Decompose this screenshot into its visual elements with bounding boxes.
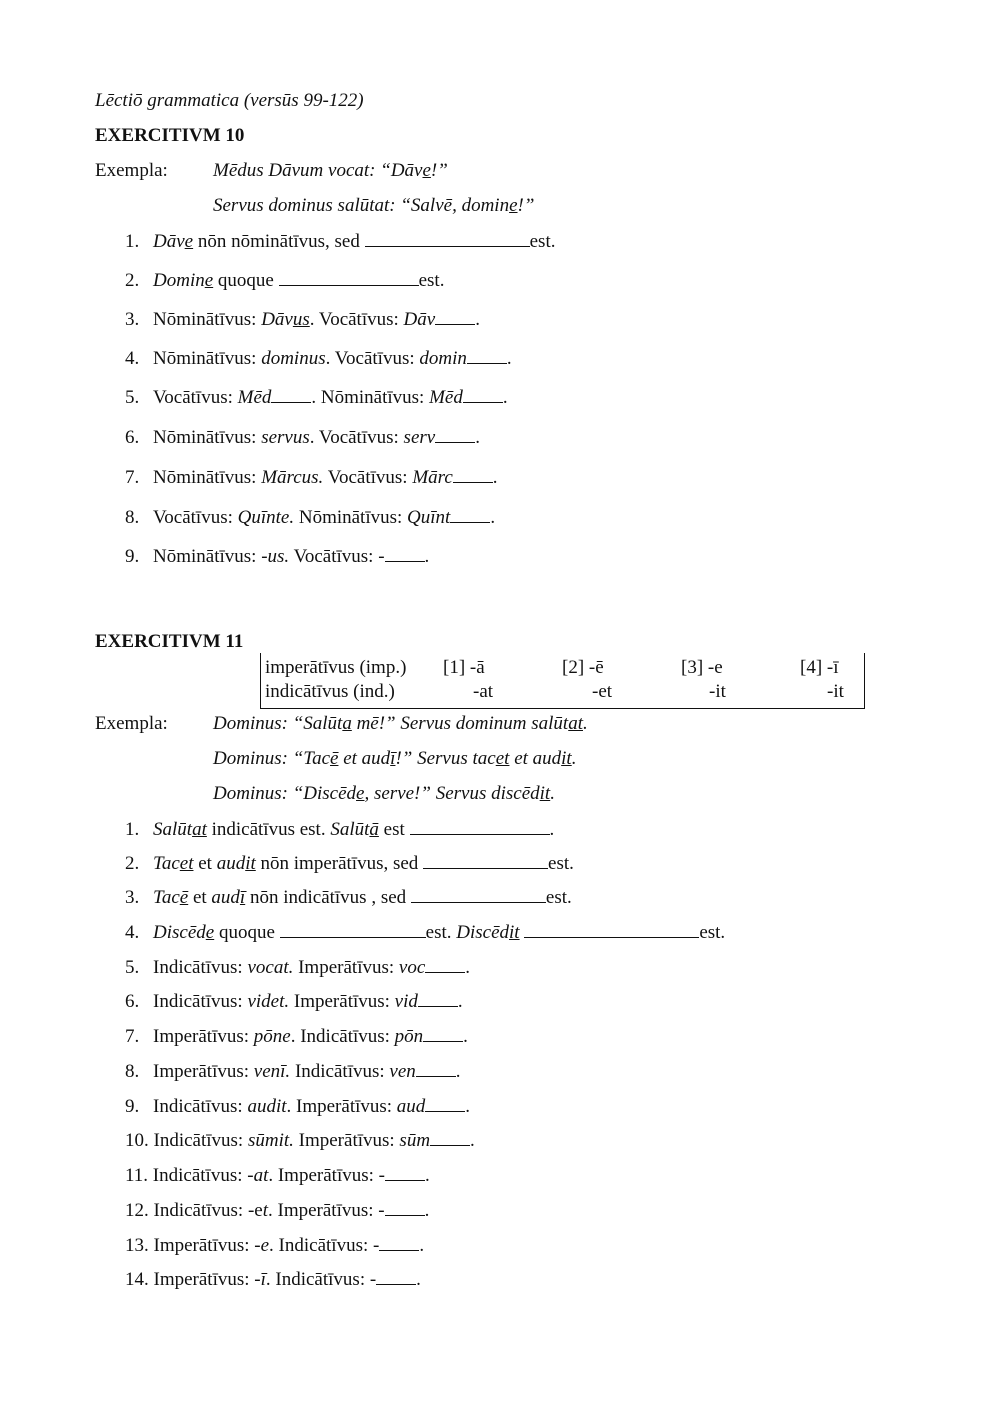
exercise-item: 9. Nōminātīvus: -us. Vocātīvus: - .	[125, 546, 430, 567]
example-line: Dominus: “Tacē et audī!” Servus tacet et audit.	[213, 748, 577, 769]
table-cell: [2] -ē	[562, 657, 604, 678]
answer-blank[interactable]	[430, 1129, 470, 1146]
table-cell: -et	[592, 681, 613, 702]
table-cell: [1] -ā	[443, 657, 485, 678]
page-title: Lēctiō grammatica (versūs 99-122)	[95, 90, 364, 111]
example-line: Dominus: “Salūta mē!” Servus dominum salūtat.	[213, 713, 588, 734]
exercise-item: 1. Salūtat indicātīvus est. Salūtā est .	[125, 819, 555, 840]
answer-blank[interactable]	[365, 230, 530, 247]
example-line: Dominus: “Discēde, serve!” Servus discēdit.	[213, 783, 555, 804]
answer-blank[interactable]	[376, 1268, 416, 1285]
answer-blank[interactable]	[435, 308, 475, 325]
exercise-item: 3. Nōminātīvus: Dāvus. Vocātīvus: Dāv .	[125, 309, 480, 330]
answer-blank[interactable]	[467, 347, 507, 364]
exercise-item: 3. Tacē et audī nōn indicātīvus , sed est.	[125, 887, 572, 908]
example-line: Servus dominus salūtat: “Salvē, domine!”	[213, 195, 535, 216]
answer-blank[interactable]	[279, 269, 419, 286]
exercise-item: 10. Indicātīvus: sūmit. Imperātīvus: sūm .	[125, 1130, 475, 1151]
exempla-label: Exempla:	[95, 160, 168, 181]
table-cell: -it	[827, 681, 844, 702]
exempla-label: Exempla:	[95, 713, 168, 734]
exercise-10-heading: EXERCITIVM 10	[95, 125, 245, 146]
answer-blank[interactable]	[280, 921, 426, 938]
answer-blank[interactable]	[463, 386, 503, 403]
exercise-item: 9. Indicātīvus: audit. Imperātīvus: aud .	[125, 1096, 471, 1117]
answer-blank[interactable]	[524, 921, 699, 938]
exercise-item: 4. Discēde quoque est. Discēdit est.	[125, 922, 726, 943]
exercise-item: 7. Imperātīvus: pōne. Indicātīvus: pōn .	[125, 1026, 468, 1047]
answer-blank[interactable]	[271, 386, 311, 403]
answer-blank[interactable]	[435, 426, 475, 443]
table-cell: [3] -e	[681, 657, 723, 678]
answer-blank[interactable]	[425, 956, 465, 973]
example-line: Mēdus Dāvum vocat: “Dāve!”	[213, 160, 448, 181]
exercise-item: 1. Dāve nōn nōminātīvus, sed est.	[125, 231, 556, 252]
table-cell: -at	[473, 681, 494, 702]
answer-blank[interactable]	[453, 466, 493, 483]
answer-blank[interactable]	[450, 506, 490, 523]
table-cell: -it	[709, 681, 726, 702]
exercise-item: 2. Domine quoque est.	[125, 270, 445, 291]
table-cell: [4] -ī	[800, 657, 839, 678]
exercise-item: 14. Imperātīvus: -ī. Indicātīvus: - .	[125, 1269, 421, 1290]
answer-blank[interactable]	[410, 818, 550, 835]
exercise-item: 13. Imperātīvus: -e. Indicātīvus: - .	[125, 1235, 425, 1256]
answer-blank[interactable]	[385, 1199, 425, 1216]
answer-blank[interactable]	[425, 1095, 465, 1112]
exercise-item: 4. Nōminātīvus: dominus. Vocātīvus: domin .	[125, 348, 512, 369]
answer-blank[interactable]	[411, 886, 546, 903]
answer-blank[interactable]	[418, 990, 458, 1007]
exercise-item: 12. Indicātīvus: -et. Imperātīvus: - .	[125, 1200, 430, 1221]
table-cell: imperātīvus (imp.)	[265, 657, 407, 678]
exercise-item: 8. Vocātīvus: Quīnte. Nōminātīvus: Quīnt .	[125, 507, 496, 528]
ending-table	[260, 653, 865, 709]
answer-blank[interactable]	[423, 852, 548, 869]
exercise-11-heading: EXERCITIVM 11	[95, 631, 244, 652]
answer-blank[interactable]	[385, 1164, 425, 1181]
answer-blank[interactable]	[379, 1234, 419, 1251]
exercise-item: 5. Indicātīvus: vocat. Imperātīvus: voc .	[125, 957, 471, 978]
exercise-item: 2. Tacet et audit nōn imperātīvus, sed est.	[125, 853, 574, 874]
exercise-item: 6. Indicātīvus: videt. Imperātīvus: vid .	[125, 991, 463, 1012]
answer-blank[interactable]	[385, 545, 425, 562]
exercise-item: 7. Nōminātīvus: Mārcus. Vocātīvus: Mārc .	[125, 467, 498, 488]
exercise-item: 8. Imperātīvus: venī. Indicātīvus: ven .	[125, 1061, 461, 1082]
answer-blank[interactable]	[416, 1060, 456, 1077]
answer-blank[interactable]	[423, 1025, 463, 1042]
exercise-item: 11. Indicātīvus: -at. Imperātīvus: - .	[125, 1165, 430, 1186]
exercise-item: 5. Vocātīvus: Mēd . Nōminātīvus: Mēd .	[125, 387, 508, 408]
exercise-item: 6. Nōminātīvus: servus. Vocātīvus: serv .	[125, 427, 480, 448]
table-cell: indicātīvus (ind.)	[265, 681, 395, 702]
